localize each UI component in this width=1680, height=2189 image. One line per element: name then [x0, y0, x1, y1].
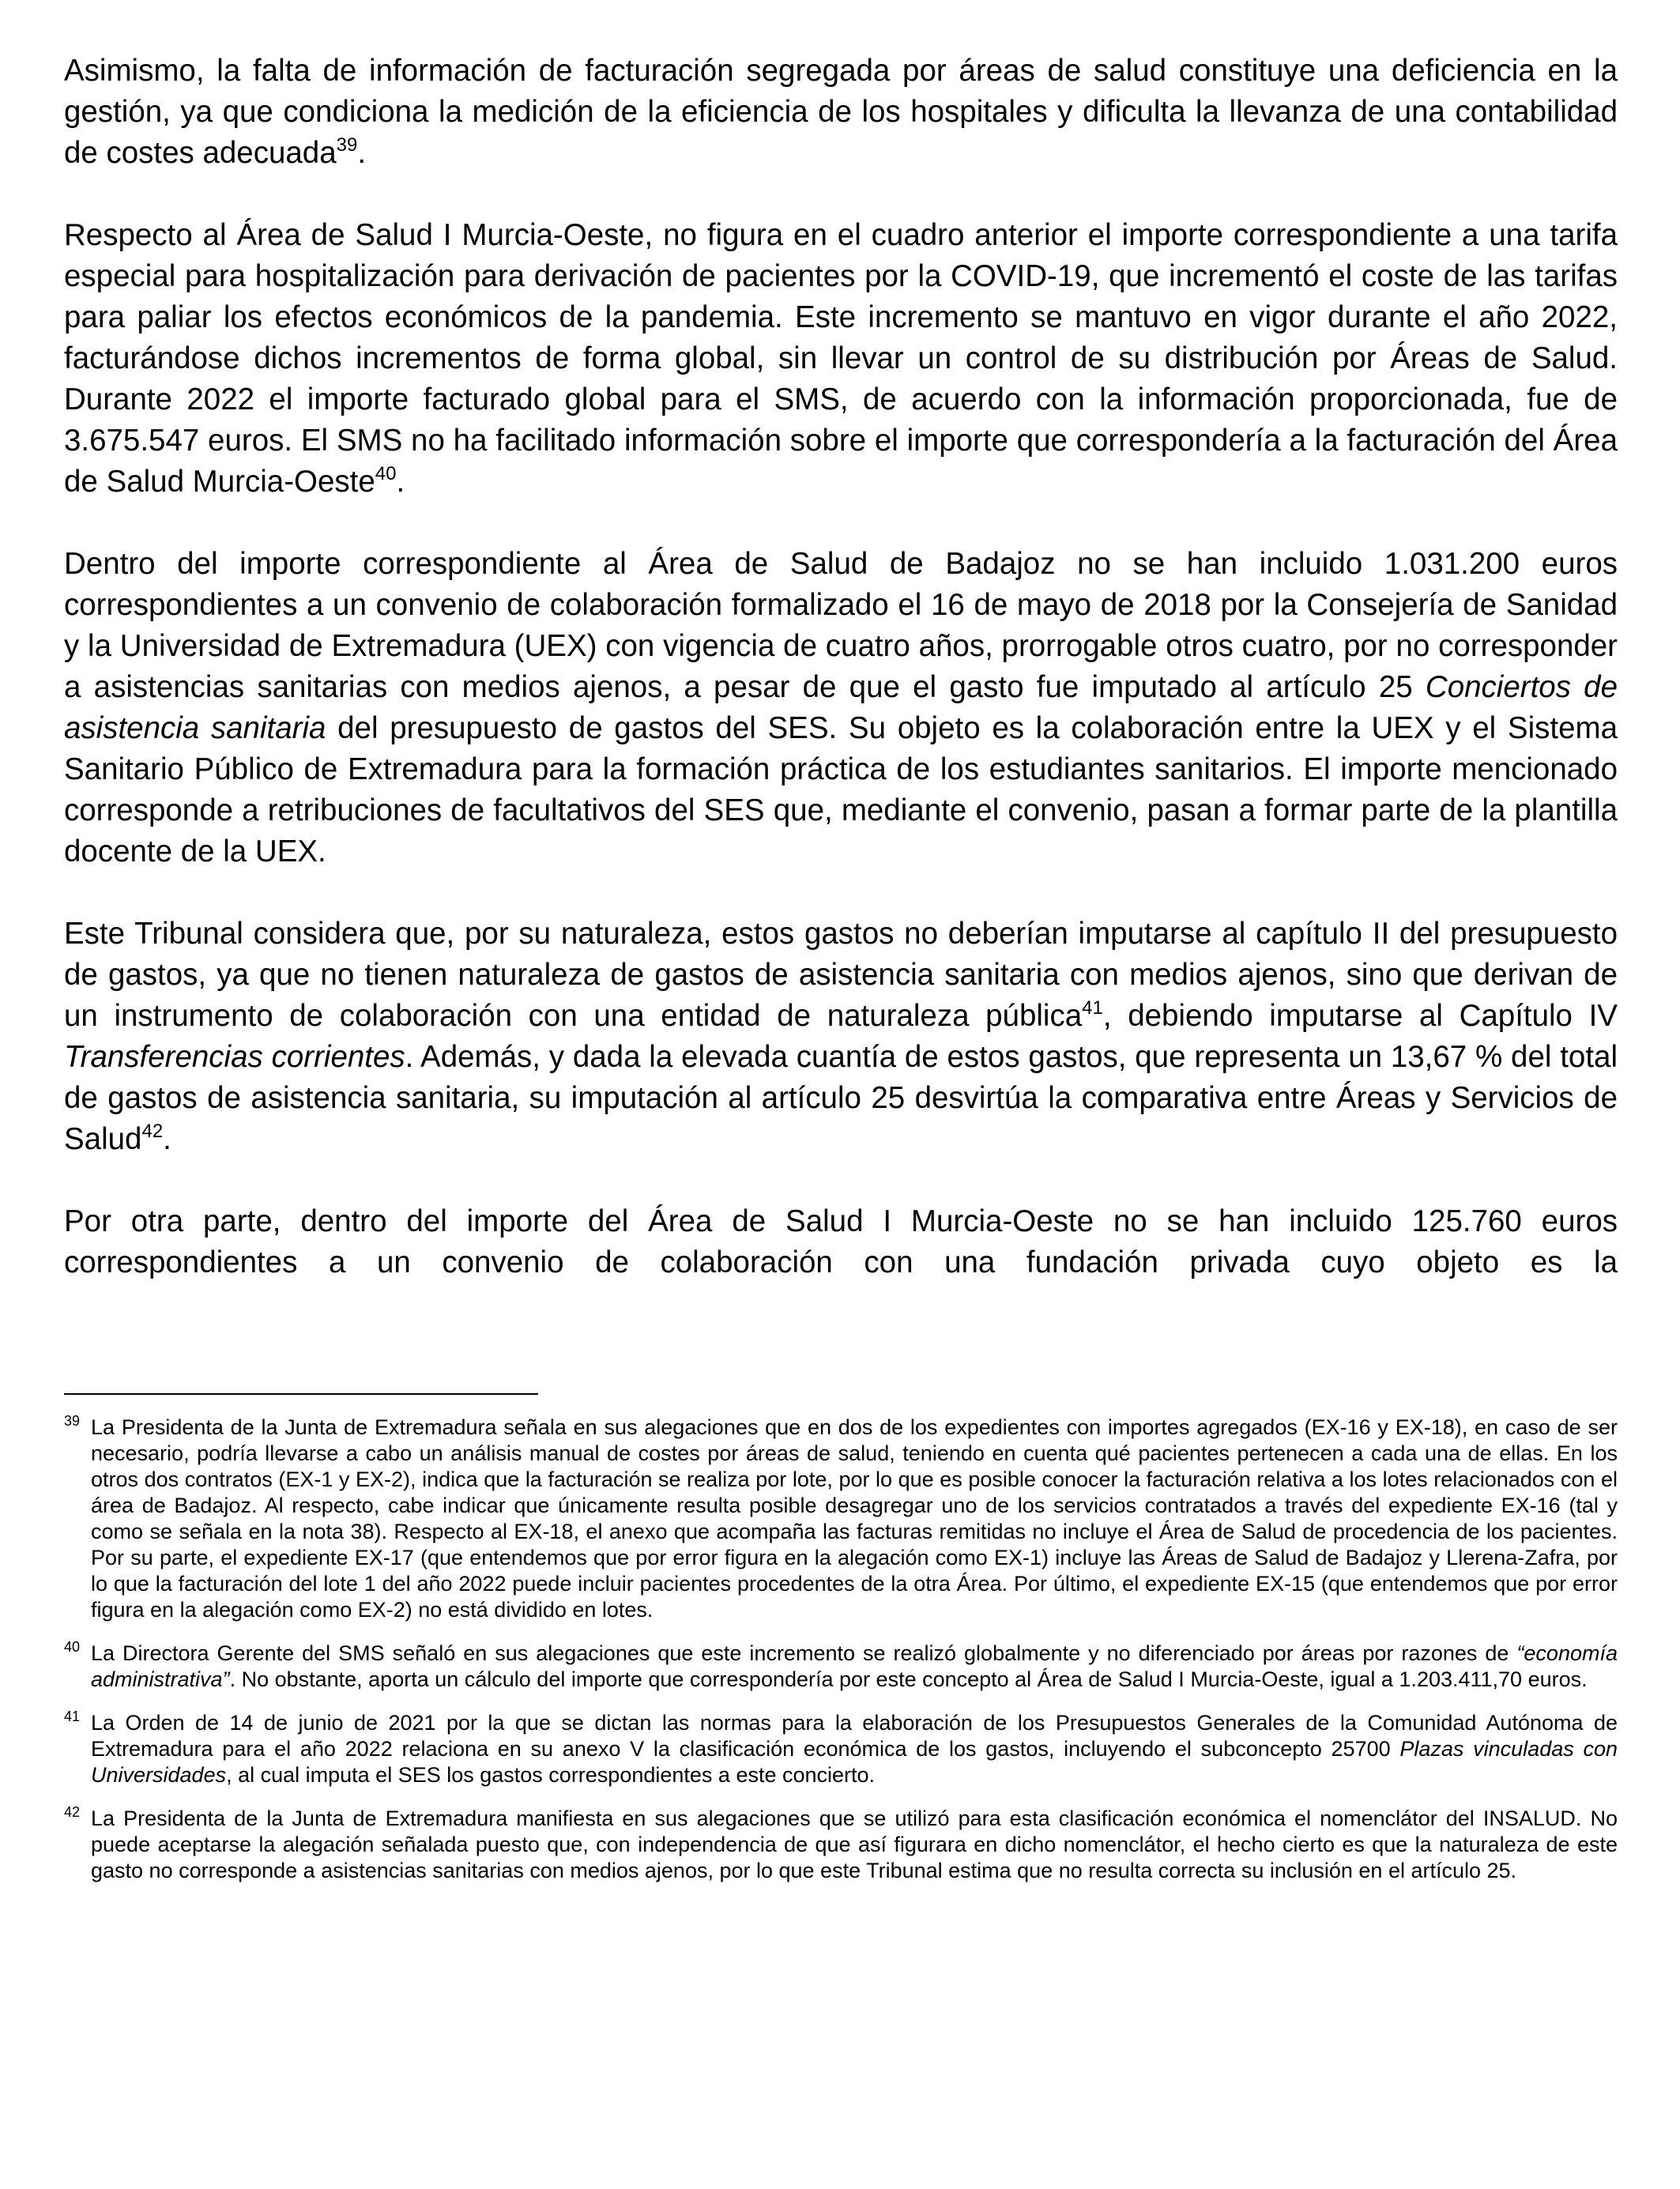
footnote-number: 42 [64, 1804, 81, 1820]
paragraph-tail: . [163, 1122, 171, 1156]
footnote-39 [64, 1415, 1618, 1623]
paragraph-text: , debiendo imputarse al Capítulo IV [1102, 999, 1618, 1033]
footnote-ref-40[interactable]: 40 [375, 463, 397, 484]
footnote-text: La Directora Gerente del SMS señaló en sus alegaciones que este incremento se realizó globalmente y no diferenciado por áreas por razones de [91, 1641, 1517, 1665]
paragraph-text: Por otra parte, dentro del importe del Área de Salud I Murcia-Oeste no se han incluido 125.760 euros correspondientes a un convenio de colaboración con una fundación privada cuyo objeto es la [64, 1204, 1618, 1279]
paragraph-tribunal-opinion [64, 914, 1618, 1160]
footnote-ref-42[interactable]: 42 [141, 1121, 164, 1142]
footnote-text: La Orden de 14 de junio de 2021 por la que se dictan las normas para la elaboración de los Presupuestos Generales de la Comunidad Autónoma de Extremadura para el año 2022 relaciona en su anexo V la clasificación económica de los gastos, incluyendo el subconcepto 25700 [91, 1711, 1618, 1761]
footnote-text: La Presidenta de la Junta de Extremadura señala en sus alegaciones que en dos de los expedientes con importes agregados (EX-16 y EX-18), en caso de ser necesario, podría llevarse a cabo un análisis manual de costes por áreas de salud, teniendo en cuenta qué pacientes pertenecen a cada una de ellas. En los otros dos contratos (EX-1 y EX-2), indica que la facturación se realiza por lote, por lo que es posible conocer la facturación relativa a los lotes relacionados con el área de Badajoz. Al respecto, cabe indicar que únicamente resulta posible desagregar uno de los servicios contratados a través del expediente EX-16 (tal y como se señala en la nota 38). Respecto al EX-18, el anexo que acompaña las facturas remitidas no incluye el Área de Salud de procedencia de los pacientes. Por su parte, el expediente EX-17 (que entendemos que por error figura en la alegación como EX-1) incluye las Áreas de Salud de Badajoz y Llerena-Zafra, por lo que la facturación del lote 1 del año 2022 puede incluir pacientes procedentes de la otra Área. Por último, el expediente EX-15 (que entendemos que por error figura en la alegación como EX-2) no está dividido en lotes. [91, 1415, 1618, 1622]
footnote-42 [64, 1806, 1618, 1884]
footnote-40 [64, 1641, 1618, 1693]
footnote-ref-41[interactable]: 41 [1082, 997, 1103, 1019]
body-text [64, 51, 1618, 1283]
italic-term: Conciertos de asistencia sanitaria [64, 670, 1618, 745]
paragraph-text: Respecto al Área de Salud I Murcia-Oeste, no figura en el cuadro anterior el importe correspondiente a una tarifa especial para hospitalización para derivación de pacientes por la COVID-19, que incrementó el coste de las tarifas para paliar los efectos económicos de la pandemia. Este incremento se mantuvo en vigor durante el año 2022, facturándose dichos incrementos de forma global, sin llevar un control de su distribución por Áreas de Salud. Durante 2022 el importe facturado global para el SMS, de acuerdo con la información proporcionada, fue de 3.675.547 euros. El SMS no ha facilitado información sobre el importe que correspondería a la facturación del Área de Salud Murcia-Oeste [64, 218, 1618, 499]
paragraph-badajoz-convenio [64, 544, 1618, 872]
footnote-41 [64, 1710, 1618, 1788]
footnote-number: 41 [64, 1709, 81, 1724]
paragraph-text: Dentro del importe correspondiente al Área de Salud de Badajoz no se han incluido 1.031.200 euros correspondientes a un convenio de colaboración formalizado el 16 de mayo de 2018 por la Consejería de Sanidad y la Universidad de Extremadura (UEX) con vigencia de cuatro años, prorrogable otros cuatro, por no corresponder a asistencias sanitarias con medios ajenos, a pesar de que el gasto fue imputado al artículo 25 [64, 547, 1618, 704]
footnote-text: , al cual imputa el SES los gastos correspondientes a este concierto. [226, 1763, 876, 1787]
footnotes [64, 1415, 1618, 1901]
paragraph-text: Asimismo, la falta de información de facturación segregada por áreas de salud constituye una deficiencia en la gestión, ya que condiciona la medición de la eficiencia de los hospitales y dificulta la llevanza de una contabilidad de costes adecuada [64, 54, 1618, 170]
italic-term: Transferencias corrientes [64, 1040, 405, 1074]
paragraph-murcia-oeste-covid [64, 215, 1618, 503]
footnote-separator [64, 1393, 538, 1395]
paragraph-murcia-oeste-fundacion [64, 1201, 1618, 1283]
paragraph-billing-deficiency [64, 51, 1618, 174]
paragraph-text: Este Tribunal considera que, por su naturaleza, estos gastos no deberían imputarse al capítulo II del presupuesto de gastos, ya que no tienen naturaleza de gastos de asistencia sanitaria con medios ajenos, sino que derivan de un instrumento de colaboración con una entidad de naturaleza pública [64, 917, 1618, 1033]
footnote-text: . No obstante, aporta un cálculo del importe que correspondería por este concepto al Área de Salud I Murcia-Oeste, igual a 1.203.411,70 euros. [229, 1667, 1588, 1691]
footnote-number: 39 [64, 1413, 81, 1429]
paragraph-text: del presupuesto de gastos del SES. Su objeto es la colaboración entre la UEX y el Sistema Sanitario Público de Extremadura para la formación práctica de los estudiantes sanitarios. El importe mencionado corresponde a retribuciones de facultativos del SES que, mediante el convenio, pasan a formar parte de la plantilla docente de la UEX. [64, 711, 1618, 868]
italic-term: Plazas vinculadas con Universidades [91, 1737, 1618, 1787]
paragraph-tail: . [357, 136, 367, 170]
paragraph-text: . Además, y dada la elevada cuantía de estos gastos, que representa un 13,67 % del total de gastos de asistencia sanitaria, su imputación al artículo 25 desvirtúa la comparativa entre Áreas y Servicios de Salud [64, 1040, 1618, 1156]
footnote-text: La Presidenta de la Junta de Extremadura manifiesta en sus alegaciones que se utilizó para esta clasificación económica el nomenclátor del INSALUD. No puede aceptarse la alegación señalada puesto que, con independencia de que así figurara en dicho nomenclátor, el hecho cierto es que la naturaleza de este gasto no corresponde a asistencias sanitarias con medios ajenos, por lo que este Tribunal estima que no resulta correcta su inclusión en el artículo 25. [91, 1807, 1618, 1882]
footnote-number: 40 [64, 1639, 81, 1655]
italic-term: “economía administrativa” [91, 1641, 1618, 1691]
paragraph-tail: . [396, 465, 405, 499]
footnote-ref-39[interactable]: 39 [336, 134, 358, 156]
